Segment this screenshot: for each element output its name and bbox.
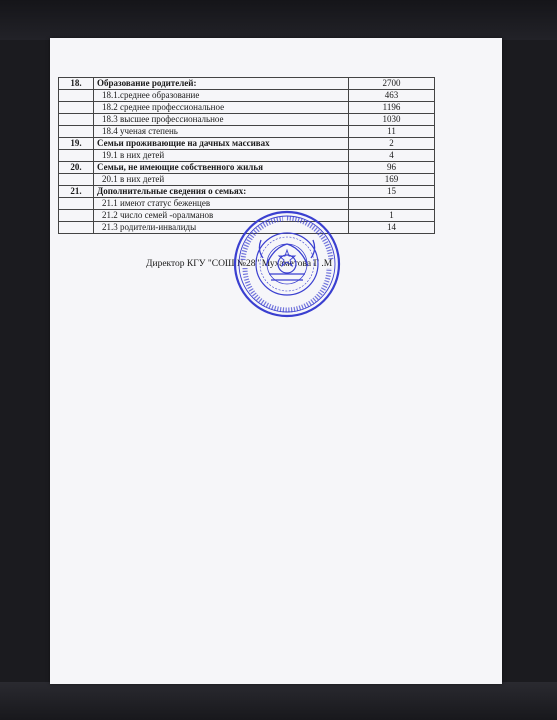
row-label-cell: 19.1 в них детей (94, 150, 349, 162)
row-label-cell: 18.3 высшее профессиональное (94, 114, 349, 126)
row-value-cell: 169 (349, 174, 435, 186)
row-value-cell: 15 (349, 186, 435, 198)
row-number-cell (59, 150, 94, 162)
row-label-cell: 21.1 имеют статус беженцев (94, 198, 349, 210)
table-row (59, 150, 435, 162)
row-value-cell: 4 (349, 150, 435, 162)
row-label-cell: 18.1.среднее образование (94, 90, 349, 102)
row-number-cell (59, 102, 94, 114)
row-number-cell: 18. (59, 78, 94, 90)
table-row (59, 126, 435, 138)
row-label-cell: 18.4 ученая степень (94, 126, 349, 138)
row-value-cell: 463 (349, 90, 435, 102)
row-label-cell: 21.2 число семей -оралманов (94, 210, 349, 222)
row-label-cell: 21.3 родители-инвалиды (94, 222, 349, 234)
row-value-cell: 14 (349, 222, 435, 234)
table-row (59, 102, 435, 114)
row-label-cell: 20.1 в них детей (94, 174, 349, 186)
table-row (59, 90, 435, 102)
row-number-cell (59, 174, 94, 186)
row-number-cell (59, 114, 94, 126)
row-number-cell: 21. (59, 186, 94, 198)
official-seal (233, 210, 341, 318)
table-row (59, 186, 435, 198)
row-number-cell: 19. (59, 138, 94, 150)
table-row (59, 162, 435, 174)
table-row (59, 174, 435, 186)
scan-background-bottom (0, 682, 557, 720)
row-number-cell (59, 210, 94, 222)
row-number-cell: 20. (59, 162, 94, 174)
row-value-cell: 1196 (349, 102, 435, 114)
row-value-cell: 2700 (349, 78, 435, 90)
row-label-cell: Семьи проживающие на дачных массивах (94, 138, 349, 150)
table-row (59, 138, 435, 150)
row-number-cell (59, 198, 94, 210)
row-value-cell: 2 (349, 138, 435, 150)
row-number-cell (59, 90, 94, 102)
row-number-cell (59, 222, 94, 234)
table-row (59, 78, 435, 90)
table-row (59, 114, 435, 126)
row-label-cell: 18.2 среднее профессиональное (94, 102, 349, 114)
scan-background-top (0, 0, 557, 40)
director-signature-line: Директор КГУ "СОШ №28" Мухаметова Г .М (146, 259, 333, 269)
row-value-cell: 1 (349, 210, 435, 222)
row-value-cell: 1030 (349, 114, 435, 126)
row-label-cell: Образование родителей: (94, 78, 349, 90)
row-label-cell: Семьи, не имеющие собственного жилья (94, 162, 349, 174)
table-row (59, 198, 435, 210)
row-value-cell (349, 198, 435, 210)
row-label-cell: Дополнительные сведения о семьях: (94, 186, 349, 198)
row-number-cell (59, 126, 94, 138)
row-value-cell: 96 (349, 162, 435, 174)
row-value-cell: 11 (349, 126, 435, 138)
